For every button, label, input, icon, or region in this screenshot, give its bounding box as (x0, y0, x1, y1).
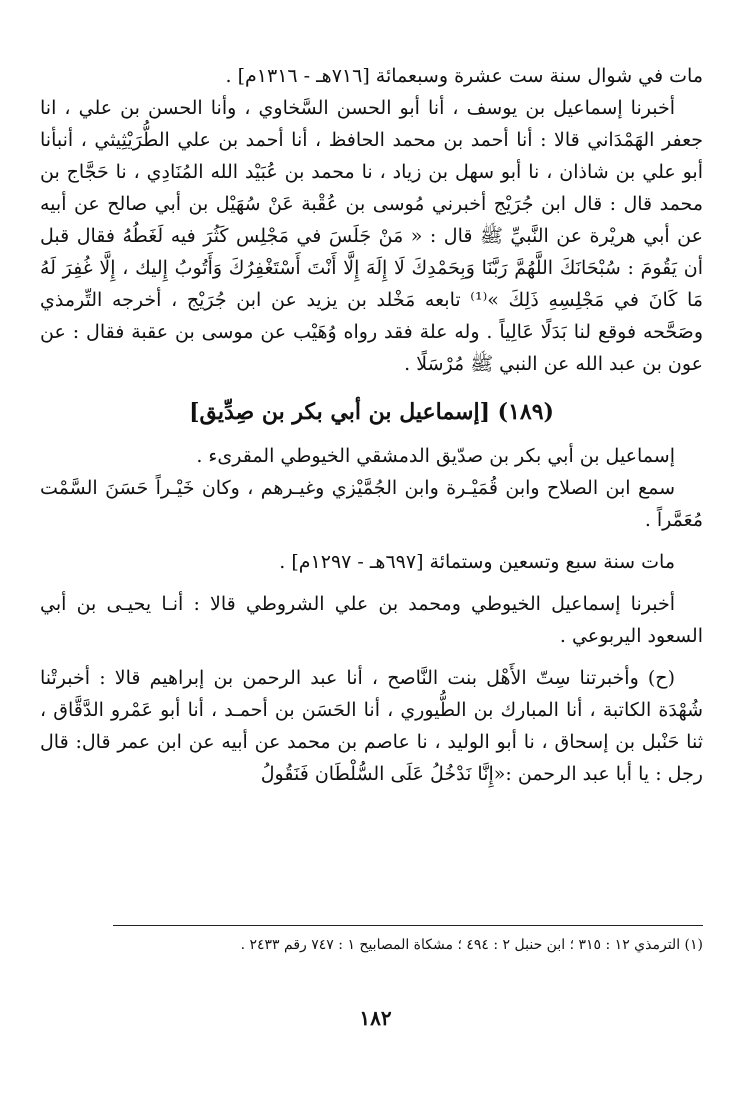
biography-teachers-paragraph: سمع ابن الصلاح وابن قُمَيْـرة وابن الجُمَّيْزي وغيـرهم ، وكان خَيْـراً حَسَنَ السَّمْت مُعَمَّراً . (40, 477, 703, 531)
biography-name-line: إسماعيل بن أبي بكر بن صدّيق الدمشقي الخيوطي المقرىء . (196, 445, 675, 467)
chain-paragraph-2: (ح) وأخبرتنا سِتّ الأَهْل بنت النَّاصح ، أنا عبد الرحمن بن إبراهيم قالا : أخبرتْنا شُهْدَة الكاتبة ، أنا المبارك بن الطُّيوري ، أنا الحَسَن بن أحمـد ، أنا أبو عَمْرو الدَّقَّاق ، ثنا حَنْبل بن إسحاق ، نا أبو الوليد ، نا عاصم بن محمد عن أبيه عن ابن عمر قال: قال رجل : يا أبا عبد الرحمن :«إِنَّا نَدْخُلُ عَلَى السُّلْطَان فَنَقُولُ (40, 667, 703, 785)
page-body (40, 60, 703, 790)
hadith-isnad-paragraph: أخبرنا إسماعيل بن يوسف ، أنا أبو الحسن السَّخاوي ، وأنا الحسن بن علي ، انا جعفر الهَمْدَاني قالا : أنا أحمد بن محمد الحافظ ، أنا أحمد بن علي الطُّرَيْثِيثي ، أنبأنا أبو علي بن شاذان ، نا أبو سهل بن زياد ، نا محمد بن عُبَيْد الله المُنَادِي ، نا حَجَّاج بن محمد قال : قال ابن جُرَيْج أخبرني مُوسى بن عُقْبة عَنْ سُهَيْل بن أبي صالح عن أبيه عن أبي هريْرة عن النَّبيِّ ﷺ قال : « مَنْ جَلَسَ في مَجْلِس كَثُرَ فيه لَغَطُهُ فقال قبل أن يَقُومَ : سُبْحَانَكَ اللَّهُمَّ رَبَّنَا وَبِحَمْدِكَ لَا إِلَهَ إِلَّا أَنْتَ أَسْتَغْفِرُكَ وَأَتُوبُ إِليك ، إِلَّا غُفِرَ لَهُ مَا كَانَ في مَجْلِسِهِ ذَلِكَ »⁽¹⁾ تابعه مَخْلد بن يزيد عن ابن جُرَيْج ، أخرجه التِّرمذي وصَحَّحه فوقع لنا بَدَلًا عَالِياً . وله علة فقد رواه وُهَيْب عن موسى بن عقبة فقال : عن عون بن عبد الله عن النبي ﷺ مُرْسَلًا . (40, 97, 703, 375)
footnote: (١) الترمذي ١٢ : ٣١٥ ؛ ابن حنبل ٢ : ٤٩٤ ؛ مشكاة المصابيح ١ : ٧٤٧ رقم ٢٤٣٣ . (240, 937, 703, 953)
page-number: ١٨٢ (359, 1006, 392, 1030)
footnote-divider (113, 925, 703, 926)
death-date-line: مات في شوال سنة ست عشرة وسبعمائة [٧١٦هـ - ١٣١٦م] . (225, 65, 703, 87)
chain-paragraph-1: أخبرنا إسماعيل الخيوطي ومحمد بن علي الشروطي قالا : أنـا يحيـى بن أبي السعود اليربوعي . (40, 593, 703, 647)
entry-heading: (١٨٩) [إسماعيل بن أبي بكر بن صِدِّيق] (189, 399, 554, 425)
biography-death-line: مات سنة سبع وتسعين وستمائة [٦٩٧هـ - ١٢٩٧م] . (279, 551, 675, 573)
